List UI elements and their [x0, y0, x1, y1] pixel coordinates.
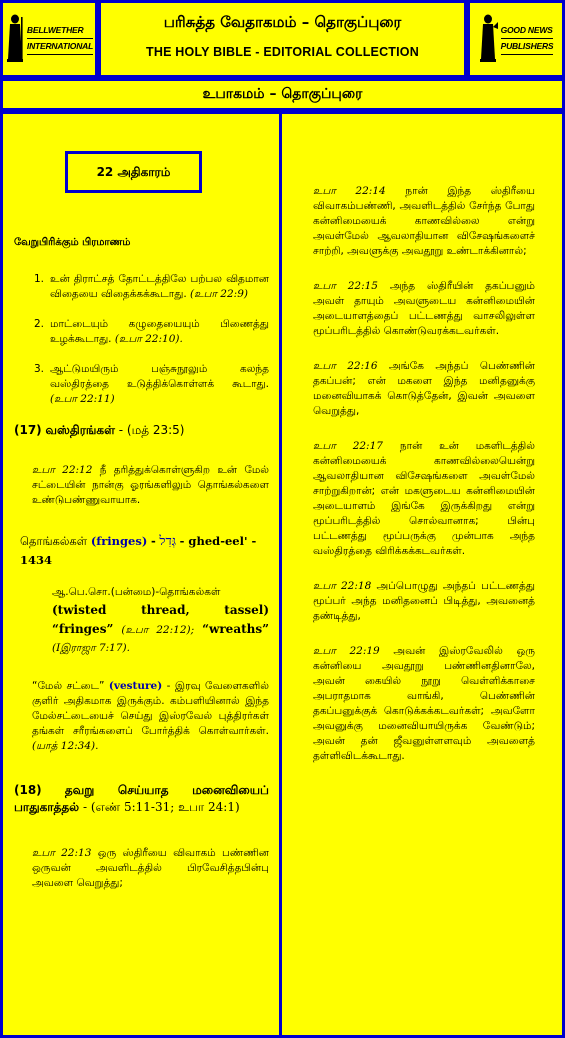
heading-18-number: (18) [14, 783, 42, 797]
vesture-quote: “மேல் சட்டை” [32, 680, 105, 692]
rules-list [14, 272, 269, 407]
logo-left-line1: BELLWETHER [27, 23, 93, 39]
subtitle-bar: உபாகமம் – தொகுப்புரை [0, 78, 565, 111]
logo-right-line1: GOOD NEWS [501, 23, 554, 39]
bellwether-logo [0, 0, 98, 78]
verse-22-16 [313, 359, 535, 419]
chapter-label: 22 அதிகாரம் [65, 151, 202, 193]
verse-text: அப்பொழுது அந்தப் பட்டணத்து மூப்பர் அந்த மனிதனைப் பிடித்து, அவனைத் தண்டித்து, [313, 580, 535, 622]
vesture-text: - இரவு வேளைகளில் குளிர் அதிகமாக இருக்கும். கம்பளியினால் இந்த மேல்சட்டையைச் செய்து இஸ்ரவேல் புத்திரர்கள் தங்கள் சரீரங்களைப் போர்த்திக் கொள்வார்கள். [32, 680, 269, 737]
list-item [14, 317, 269, 347]
list-text: மாட்டையும் கழுதையையும் பிணைத்து உழக்கூடாது. [50, 318, 269, 345]
verse-text: நான் உன் மகளிடத்தில் கன்னிமையைக் காணவில்லையென்று ஆவலாதியான விசேஷங்களை அவள்மேல் சாற்றுகிறான்; என் மகளுடைய கன்னிமையின் அடையாளம் இங்கே இருக்கிறது என்று மூப்பரிடத்தில் சொல்வானாக; பின்பு பட்டணத்து மூப்பருக்கு முன்பாக அந்த வஸ்திரத்தை விரிக்கக்கடவர்கள். [313, 440, 535, 557]
list-ref: (உபா 22:9) [190, 288, 248, 300]
verse-text: அவன் இஸ்ரவேலில் ஒரு கன்னியை அவதூறு பண்ணினதினாலே, அவன் கையில் நூறு வெள்ளிக்காசை அபராதமாக வாங்கி, பெண்ணின் தகப்பனுக்குக் கொடுக்கக்கடவர்கள்; அவளோ அவனுக்கு மனைவியாயிருக்க வேண்டும்; அவன் தன் ஜீவனுள்ளளவும் அவளைத் தள்ளிவிடக்கூடாது. [313, 645, 535, 762]
verse-ref: உபா 22:14 [313, 185, 386, 197]
logo-left-line2: INTERNATIONAL [27, 39, 93, 55]
fringes-tamil: தொங்கல்கள் [20, 534, 88, 548]
def-ref-2: (Iஇராஜா 7:17). [52, 642, 130, 654]
def-ref-1: (உபா 22:12); [121, 624, 195, 636]
heading-17-ref: - (மத் 23:5) [118, 423, 185, 437]
heading-17 [14, 422, 269, 439]
heading-18 [14, 782, 269, 816]
list-number: 1. [33, 273, 44, 285]
verse-text: அங்கே அந்தப் பெண்ணின் தகப்பன்; என் மகளை இந்த மனிதனுக்கு மனைவியாகக் கொடுத்தேன், இவன் அவளை வெறுத்து, [313, 360, 535, 417]
list-text: உன் திராட்சத் தோட்டத்திலே பற்பல விதமான விதையை விதைக்கக்கூடாது. [50, 273, 269, 300]
verse-22-18 [313, 579, 535, 624]
verse-22-12 [32, 463, 269, 508]
messenger-icon [479, 13, 499, 65]
heading-18-ref: - (எண் 5:11-31; உபா 24:1) [82, 800, 240, 814]
heading-18-title: தவறு செய்யாத மனைவியைப் பாதுகாத்தல் [14, 783, 269, 814]
logo-right-line2: PUBLISHERS [501, 39, 554, 55]
verse-ref: உபா 22:15 [313, 280, 378, 292]
fringes-hebrew: גְּדִל [159, 534, 176, 549]
title-english: THE HOLY BIBLE - EDITORIAL COLLECTION [146, 45, 419, 59]
list-item [14, 362, 269, 407]
list-item [14, 272, 269, 302]
def-english: (twisted thread, tassel) “fringes” [52, 603, 269, 636]
verse-22-13 [32, 846, 269, 891]
list-ref: (உபா 22:11) [50, 393, 115, 405]
vesture-english: (vesture) [108, 680, 163, 692]
good-news-logo [467, 0, 565, 78]
verse-22-17 [313, 439, 535, 559]
def-wreaths: “wreaths” [202, 622, 270, 636]
verse-text: நீ தரித்துக்கொள்ளுகிற உன் மேல் சட்டையின் நான்கு ஓரங்களிலும் தொங்கல்களை உண்டுபண்ணுவாயாக. [32, 464, 269, 506]
verse-22-15 [313, 279, 535, 339]
verse-22-19 [313, 644, 535, 764]
vesture-ref: (யாத் 12:34). [32, 740, 99, 752]
verse-ref: உபா 22:16 [313, 360, 378, 372]
vesture-note [32, 679, 269, 754]
right-column-content [313, 184, 535, 764]
heading-17-number: (17) [14, 423, 42, 437]
fringes-dash: - [150, 534, 156, 548]
fringes-note [20, 532, 269, 569]
verse-ref: உபா 22:13 [32, 847, 92, 859]
list-number: 2. [33, 318, 44, 330]
verse-text: ஒரு ஸ்திரீயை விவாகம் பண்ணின ஒருவன் அவளிடத்தில் பிரவேசித்தபின்பு அவளை வெறுத்து; [32, 847, 269, 889]
fringes-transliteration: - ghed-eel' - 1434 [20, 534, 257, 567]
verse-ref: உபா 22:19 [313, 645, 380, 657]
fringes-english: (fringes) [90, 534, 148, 548]
verse-text: அந்த ஸ்திரீயின் தகப்பனும் அவள் தாயும் அவளுடைய கன்னிமையின் அடையாளத்தைப் பட்டணத்து வாசலிலுள்ள மூப்பரிடத்தில் கொண்டுவரக்கடவர்கள். [313, 280, 535, 337]
list-ref: (உபா 22:10). [114, 333, 183, 345]
verse-text: நான் இந்த ஸ்திரீயை விவாகம்பண்ணி, அவளிடத்தில் சேர்ந்த போது கன்னிமையைக் காணவில்லை என்று அவள்மேல் ஆவலாதியான விசேஷங்களைச் சாற்றி, அவளுக்கு அவதூறு உண்டாக்கினால்; [313, 185, 535, 257]
verse-ref: உபா 22:18 [313, 580, 372, 592]
left-column-content [14, 235, 269, 891]
heading-17-title: வஸ்திரங்கள் [45, 423, 115, 437]
fringes-definition [52, 583, 269, 657]
list-text: ஆட்டுமயிரும் பஞ்சுநூலும் கலந்த வஸ்திரத்தை உடுத்திக்கொள்ளக் கூடாது. [50, 363, 269, 390]
shepherd-icon [5, 13, 25, 65]
verse-ref: உபா 22:17 [313, 440, 383, 452]
verse-ref: உபா 22:12 [32, 464, 93, 476]
header-title-box [98, 0, 467, 78]
verse-22-14 [313, 184, 535, 259]
title-tamil: பரிசுத்த வேதாகமம் – தொகுப்புரை [163, 13, 402, 31]
section-heading: வேறுபிரிக்கும் பிரமாணம் [14, 237, 131, 248]
list-number: 3. [33, 363, 44, 375]
def-prefix: ஆ.பெ.சொ.(பன்மை)-தொங்கல்கள் [52, 586, 221, 598]
